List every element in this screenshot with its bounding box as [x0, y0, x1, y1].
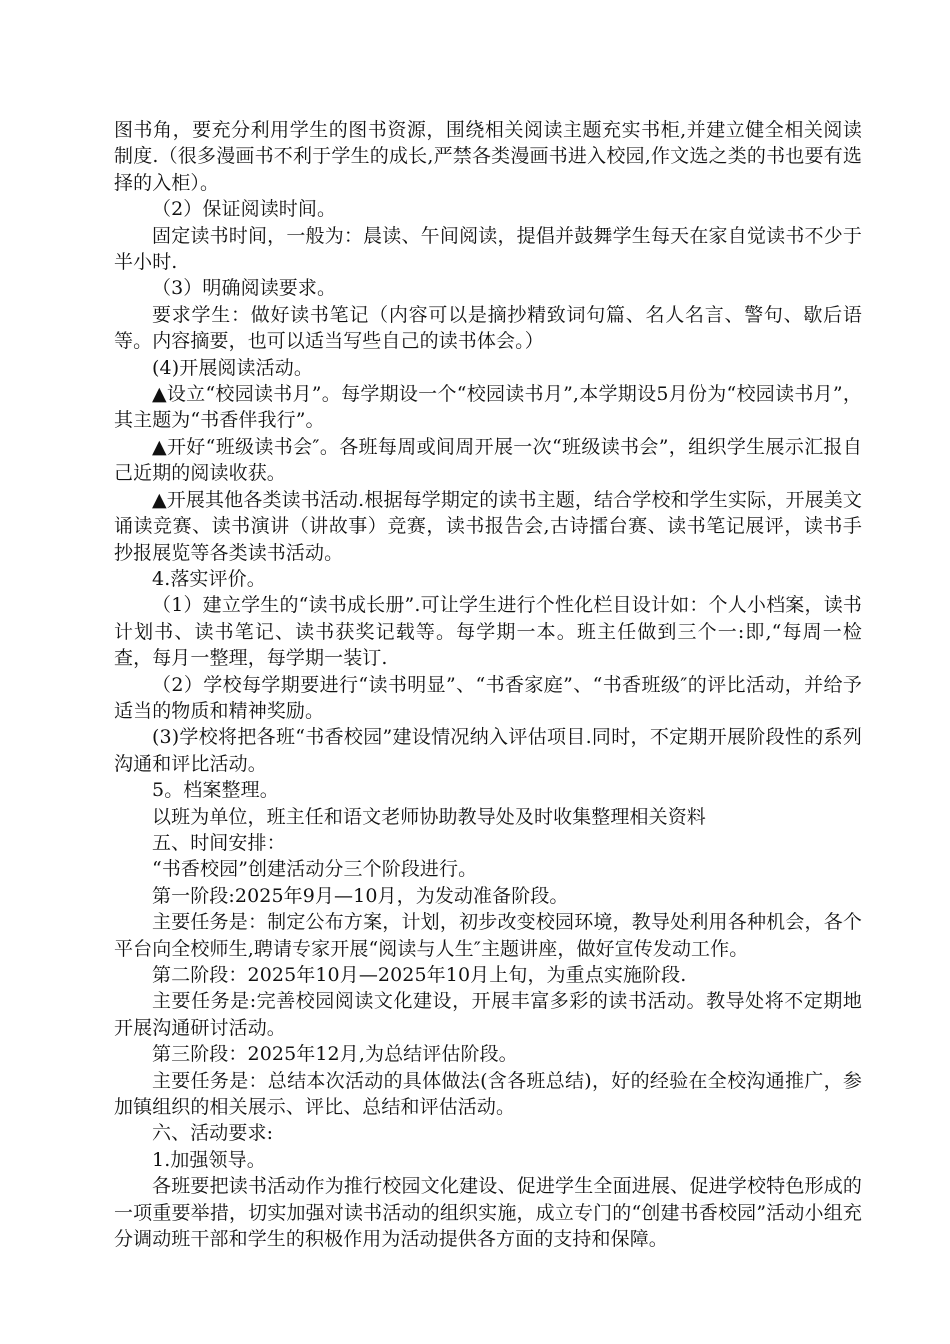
paragraph: (4)开展阅读活动。: [152, 356, 313, 379]
section-heading: 五、时间安排：: [152, 831, 286, 854]
paragraph: (3)学校将把各班“书香校园”建设情况纳入评估项目.同时，不定期开展阶段性的系列沟通和评比活动。: [114, 726, 862, 775]
paragraph: ▲开好“班级读书会″。各班每周或间周开展一次“班级读书会”，组织学生展示汇报自己近期的阅读收获。: [114, 435, 862, 485]
section-heading: 4.落实评价。: [152, 567, 266, 590]
paragraph: 主要任务是：总结本次活动的具体做法(含各班总结)，好的经验在全校沟通推广，参加镇组织的相关展示、评比、总结和评估活动。: [114, 1069, 862, 1119]
section-heading: 六、活动要求:: [152, 1122, 274, 1145]
paragraph: ▲设立“校园读书月”。每学期设一个“校园读书月”,本学期设5月份为“校园读书月”，其主题为“书香伴我行”。: [114, 383, 862, 432]
paragraph: “书香校园”创建活动分三个阶段进行。: [152, 858, 478, 881]
paragraph: （2）学校每学期要进行“读书明显”、“书香家庭”、“书香班级″的评比活动，并给予适当的物质和精神奖励。: [114, 673, 862, 722]
paragraph: 各班要把读书活动作为推行校园文化建设、促进学生全面进展、促进学校特色形成的一项重要举措，切实加强对读书活动的组织实施，成立专门的“创建书香校园”活动小组充分调动班干部和学生的积极作用为活动提供各方面的支持和保障。: [114, 1175, 862, 1251]
paragraph: 第一阶段:2025年9月—10月，为发动准备阶段。: [152, 884, 569, 907]
paragraph: 第三阶段：2025年12月,为总结评估阶段。: [152, 1043, 518, 1066]
paragraph: （1）建立学生的“读书成长册”.可让学生进行个性化栏目设计如：个人小档案，读书计划书、读书笔记、读书获奖记载等。每学期一本。班主任做到三个一:即,“每周一检查，每月一整理，每学期一装订.: [114, 594, 862, 670]
paragraph: （2）保证阅读时间。: [152, 198, 337, 221]
paragraph: 主要任务是：制定公布方案，计划，初步改变校园环境，教导处利用各种机会，各个平台向全校师生,聘请专家开展“阅读与人生″主题讲座，做好宣传发动工作。: [114, 911, 862, 960]
paragraph: ▲开展其他各类读书活动.根据每学期定的读书主题，结合学校和学生实际，开展美文诵读竞赛、读书演讲（讲故事）竞赛，读书报告会,古诗擂台赛、读书笔记展评，读书手抄报展览等各类读书活动。: [114, 488, 862, 564]
paragraph: 图书角，要充分利用学生的图书资源，围绕相关阅读主题充实书柜,并建立健全相关阅读制度.（很多漫画书不利于学生的成长,严禁各类漫画书进入校园,作文选之类的书也要有选择的入柜）。: [114, 119, 862, 194]
document-body: [114, 117, 862, 1252]
section-heading: 5。档案整理。: [152, 779, 279, 802]
paragraph: 要求学生：做好读书笔记（内容可以是摘抄精致词句篇、名人名言、警句、歇后语等。内容摘要，也可以适当写些自己的读书体会。）: [114, 303, 862, 353]
paragraph: 第二阶段：2025年10月—2025年10月上旬，为重点实施阶段.: [152, 964, 687, 986]
paragraph: （3）明确阅读要求。: [152, 277, 337, 300]
paragraph: 以班为单位，班主任和语文老师协助教导处及时收集整理相关资料: [152, 805, 706, 828]
paragraph: 主要任务是:完善校园阅读文化建设，开展丰富多彩的读书活动。教导处将不定期地开展沟通研讨活动。: [114, 990, 862, 1039]
paragraph: 固定读书时间，一般为：晨读、午间阅读，提倡并鼓舞学生每天在家自觉读书不少于半小时.: [114, 224, 862, 274]
section-heading: 1.加强领导。: [152, 1148, 266, 1171]
